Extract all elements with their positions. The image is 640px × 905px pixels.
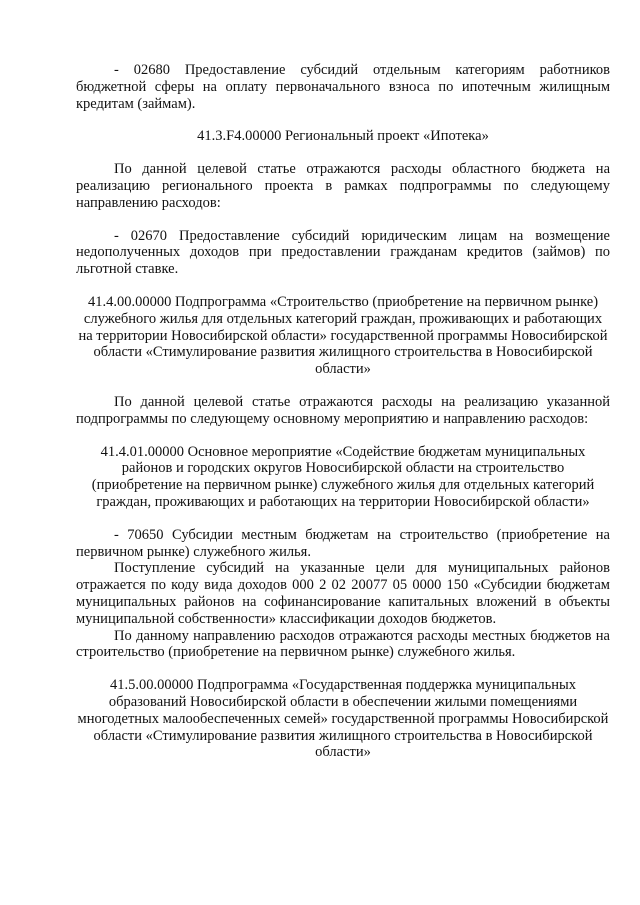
heading-41-4-01-main-event: 41.4.01.00000 Основное мероприятие «Содействие бюджетам муниципальных районов и городских округов Новосибирской области на строительство (приобретение на первичном рынке) служебного жилья для отдельных категорий граждан, проживающих и работающих на территории Новосибирской области» <box>91 443 595 510</box>
heading-41-3-f4: 41.3.F4.00000 Региональный проект «Ипотека» <box>197 128 489 145</box>
paragraph-expenses-local: По данному направлению расходов отражаются расходы местных бюджетов на строительство (приобретение на первичном рынке) служебного жилья. <box>76 627 610 661</box>
paragraph-02670: - 02670 Предоставление субсидий юридическим лицам на возмещение недополученных доходов при предоставлении гражданам кредитов (займов) по льготной ставке. <box>76 227 610 278</box>
heading-41-5-subprogram: 41.5.00.00000 Подпрограмма «Государственная поддержка муниципальных образований Новосибирской области в обеспечении жилыми помещениями многодетных малообеспеченных семей» государственной программы Новосибирской области «Стимулирование развития жилищного строительства в Новосибирской области» <box>77 677 609 761</box>
paragraph-subsidy-income: Поступление субсидий на указанные цели для муниципальных районов отражается по коду вида доходов 000 2 02 20077 05 0000 150 «Субсидии бюджетам муниципальных районов на софинансирование капитальных вложений в объекты муниципальной собственности» классификации доходов бюджетов. <box>76 560 610 627</box>
heading-41-4-subprogram: 41.4.00.00000 Подпрограмма «Строительство (приобретение на первичном рынке) служебного жилья для отдельных категорий граждан, проживающих и работающих на территории Новосибирской области» государственной программы Новосибирской области «Стимулирование развития жилищного строительства в Новосибирской области» <box>78 293 608 378</box>
paragraph-intro-41-3: По данной целевой статье отражаются расходы областного бюджета на реализацию регионального проекта в рамках подпрограммы по следующему направлению расходов: <box>76 161 610 211</box>
paragraph-02680: - 02680 Предоставление субсидий отдельным категориям работников бюджетной сферы на оплату первоначального взноса по ипотечным жилищным кредитам (займам). <box>76 62 610 112</box>
paragraph-intro-41-4: По данной целевой статье отражаются расходы на реализацию указанной подпрограммы по следующему основному мероприятию и направлению расходов: <box>76 393 610 427</box>
paragraph-70650: - 70650 Субсидии местным бюджетам на строительство (приобретение на первичном рынке) служебного жилья. <box>76 526 610 560</box>
